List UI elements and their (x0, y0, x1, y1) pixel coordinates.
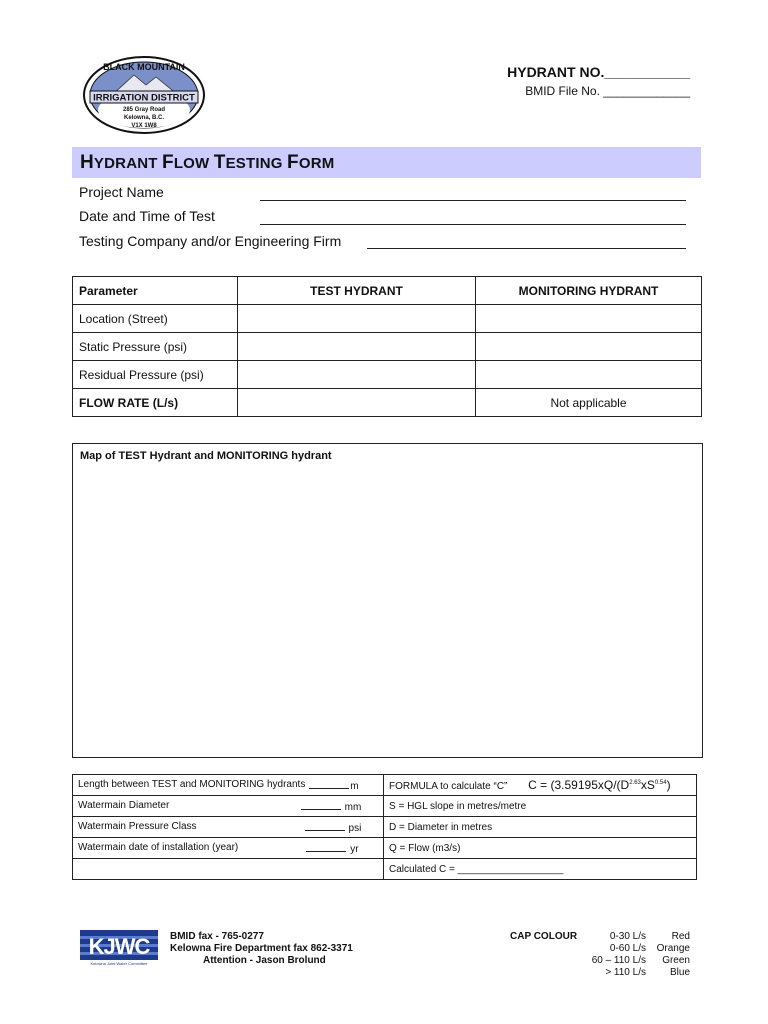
row-label-location: Location (Street) (73, 305, 238, 333)
table-row (73, 361, 702, 389)
length-input[interactable] (309, 779, 349, 789)
diameter-unit: mm (344, 801, 362, 813)
date-time-label: Date and Time of Test (79, 208, 215, 224)
cap-range-green: 60 – 110 L/s (591, 955, 646, 966)
black-mountain-logo (82, 55, 206, 135)
test-flow-rate-cell[interactable] (238, 389, 476, 417)
cap-colour-blue: Blue (669, 967, 690, 978)
logo-arc-text: BLACK MOUNTAIN (103, 62, 185, 72)
formula-cell (384, 775, 697, 796)
cap-colour-orange: Orange (656, 943, 690, 954)
diameter-input[interactable] (301, 800, 341, 810)
diameter-row (73, 796, 384, 817)
install-date-row (73, 838, 384, 859)
parameter-table (72, 276, 702, 417)
testing-company-input[interactable] (367, 248, 686, 249)
testing-company-label: Testing Company and/or Engineering Firm (79, 233, 342, 249)
monitor-flow-rate-cell: Not applicable (476, 389, 702, 417)
pressure-class-unit: psi (348, 822, 362, 834)
header-parameter: Parameter (73, 277, 238, 305)
table-row (73, 817, 697, 838)
table-row (73, 775, 697, 796)
logo-postal: V1X 1W8 (131, 123, 157, 129)
formula-label: FORMULA to calculate “C” (389, 781, 508, 792)
cap-range-orange: 0-60 L/s (609, 943, 646, 954)
monitor-static-pressure-cell[interactable] (476, 333, 702, 361)
bmid-file-number-field[interactable]: BMID File No. _____________ (525, 84, 690, 98)
calculated-c-field[interactable]: Calculated C = ___________________ (384, 859, 697, 880)
table-row (73, 796, 697, 817)
formula-expression: $C = (3.59195xQ/(D^{2.63}xS^{0.54})$ (528, 778, 671, 792)
logo-address-1: 285 Gray Road (122, 107, 166, 113)
attention: Attention - Jason Brolund (203, 955, 326, 966)
length-unit: m (350, 780, 359, 792)
table-row (73, 333, 702, 361)
map-drawing-area[interactable] (72, 443, 703, 758)
row-label-flow-rate: FLOW RATE (L/s) (73, 389, 238, 417)
bmid-fax: BMID fax - 765-0277 (170, 931, 264, 942)
row-label-residual-pressure: Residual Pressure (psi) (73, 361, 238, 389)
date-time-input[interactable] (260, 224, 686, 225)
project-name-input[interactable] (260, 200, 686, 201)
pressure-class-input[interactable] (305, 821, 345, 831)
kjwc-logo-subtext: Kelowna Joint Water Committee (90, 961, 148, 966)
empty-cell (73, 859, 384, 880)
calculation-table (72, 774, 697, 880)
length-row (73, 775, 384, 796)
diameter-label: Watermain Diameter (78, 799, 170, 811)
monitor-residual-pressure-cell[interactable] (476, 361, 702, 389)
cap-colour-heading: CAP COLOUR (510, 931, 578, 942)
d-definition: D = Diameter in metres (384, 817, 697, 838)
cap-colour-red: Red (671, 931, 690, 942)
cap-range-red: 0-30 L/s (609, 931, 646, 942)
table-row (73, 859, 697, 880)
logo-banner: IRRIGATION DISTRICT (93, 92, 195, 104)
test-static-pressure-cell[interactable] (238, 333, 476, 361)
hydrant-number-field[interactable]: HYDRANT NO.___________ (507, 64, 690, 80)
install-date-unit: yr (350, 843, 359, 855)
project-name-label: Project Name (79, 184, 164, 200)
test-residual-pressure-cell[interactable] (238, 361, 476, 389)
kjwc-logo (80, 930, 158, 966)
cap-colour-green: Green (662, 955, 690, 966)
install-date-label: Watermain date of installation (year) (78, 841, 239, 853)
table-row (73, 305, 702, 333)
map-label: Map of TEST Hydrant and MONITORING hydrant (80, 450, 332, 462)
pressure-class-row (73, 817, 384, 838)
kfd-fax: Kelowna Fire Department fax 862-3371 (170, 943, 353, 954)
form-title: HYDRANT FLOW TESTING FORM (80, 152, 335, 173)
cap-range-blue: > 110 L/s (605, 967, 646, 978)
test-location-cell[interactable] (238, 305, 476, 333)
kjwc-logo-text: KJWC (88, 934, 150, 959)
monitor-location-cell[interactable] (476, 305, 702, 333)
q-definition: Q = Flow (m3/s) (384, 838, 697, 859)
s-definition: S = HGL slope in metres/metre (384, 796, 697, 817)
length-label: Length between TEST and MONITORING hydrants (78, 778, 306, 790)
table-row (73, 389, 702, 417)
logo-address-2: Kelowna, B.C. (123, 115, 165, 121)
pressure-class-label: Watermain Pressure Class (78, 820, 197, 832)
row-label-static-pressure: Static Pressure (psi) (73, 333, 238, 361)
install-date-input[interactable] (306, 842, 346, 852)
table-row (73, 838, 697, 859)
table-header-row (73, 277, 702, 305)
header-monitoring-hydrant: MONITORING HYDRANT (476, 277, 702, 305)
header-test-hydrant: TEST HYDRANT (238, 277, 476, 305)
